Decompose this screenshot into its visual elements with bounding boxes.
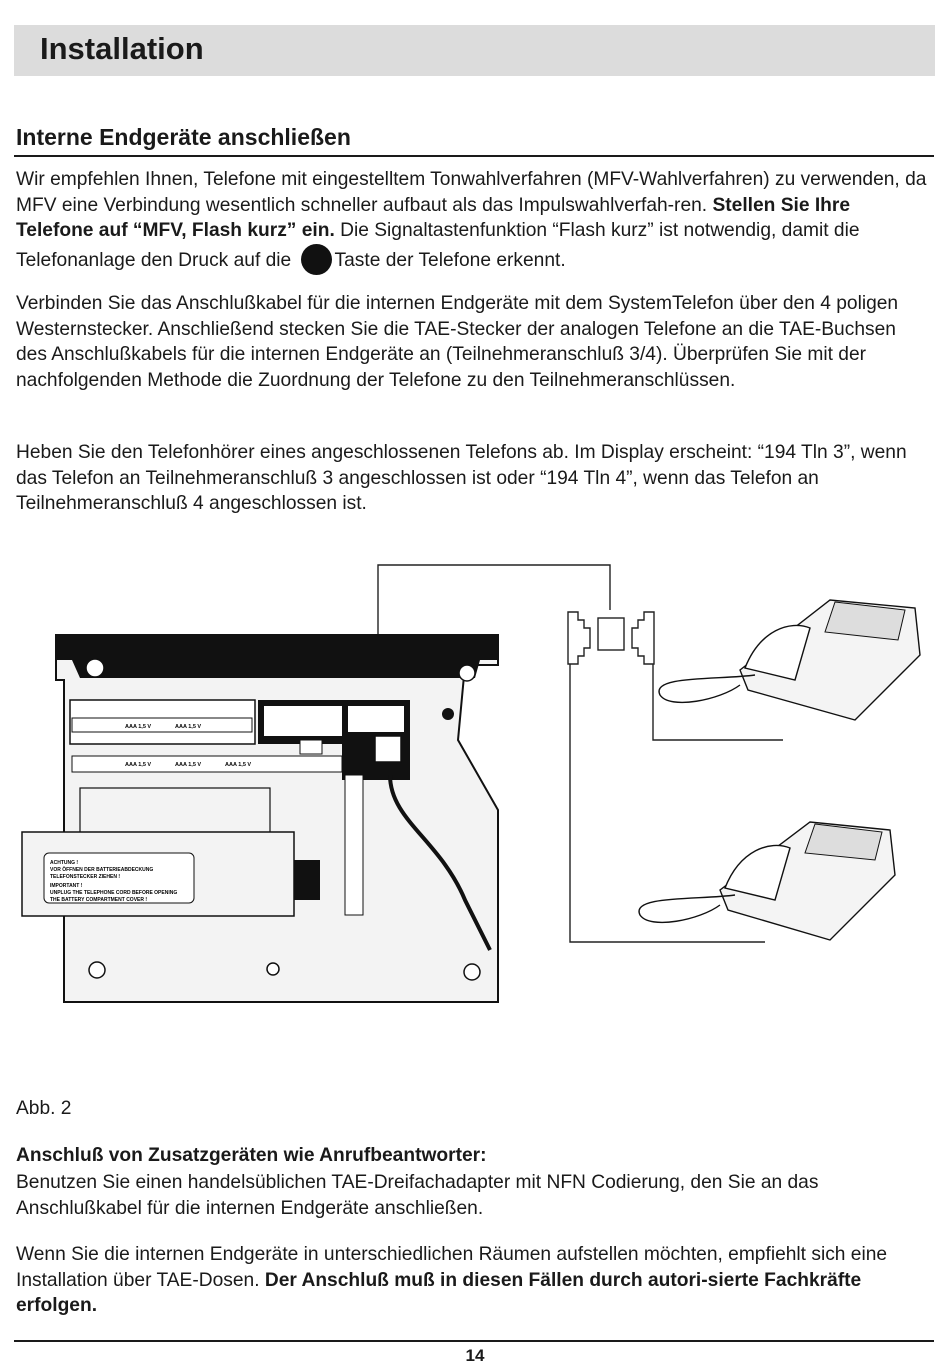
paragraph-installation-text: Wenn Sie die internen Endgeräte in unterschiedlichen Räumen aufstellen möchten, empfiehlt sich eine Installation über TAE-Dosen.	[16, 1244, 888, 1291]
signal-key-icon	[301, 244, 332, 275]
paragraph-installation	[16, 1242, 932, 1319]
subheading-accessories: Anschluß von Zusatzgeräten wie Anrufbeantworter:	[16, 1145, 487, 1166]
header-bar	[14, 25, 935, 76]
base-unit-icon	[56, 635, 498, 1002]
battery-label-3: AAA 1,5 V	[125, 762, 152, 768]
paragraph-mfv-text2: Die Signaltastenfunktion “Flash kurz” ist notwendig, damit die Telefonanlage den Druck auf die	[16, 220, 860, 271]
page-number: 14	[465, 1346, 485, 1365]
section-rule	[14, 155, 934, 157]
paragraph-check: Heben Sie den Telefonhörer eines angeschlossenen Telefons ab. Im Display erscheint: “194 Tln 3”, wenn das Telefon an Teilnehmeranschluß 3 angeschlossen ist oder “194 Tln 4”, wenn das Telefon an Teilnehmeranschluß 4 angeschlossen ist.	[16, 442, 907, 514]
paragraph-mfv-text3: Taste der Telefone erkennt.	[334, 249, 566, 271]
telephone-icon	[639, 822, 895, 940]
warning-line-4: IMPORTANT !	[50, 883, 83, 889]
section-title: Interne Endgeräte anschließen	[16, 124, 351, 150]
connection-diagram-svg	[20, 560, 935, 1015]
tae-adapter-icon	[568, 612, 654, 664]
warning-line-5: UNPLUG THE TELEPHONE CORD BEFORE OPENING	[50, 890, 178, 896]
paragraph-adapter: Benutzen Sie einen handelsüblichen TAE-Dreifachadapter mit NFN Codierung, den Sie an das Anschlußkabel für die internen Endgeräte anschließen.	[16, 1172, 819, 1219]
page-title: Installation	[40, 31, 204, 66]
paragraph-mfv-bold: Stellen Sie Ihre Telefone auf “MFV, Flash kurz” ein.	[16, 194, 851, 241]
paragraph-connect: Verbinden Sie das Anschlußkabel für die internen Endgeräte mit dem SystemTelefon über den 4 poligen Westernstecker. Anschließend stecken Sie die TAE-Stecker der analogen Telefone an die TAE-Buchsen des Anschlußkabels für die internen Endgeräte an (Teilnehmeranschluß 3/4). Überprüfen Sie mit der nachfolgenden Methode die Zuordnung der Telefone zu den Teilnehmeranschlüssen.	[16, 293, 899, 391]
warning-line-2: VOR ÖFFNEN DER BATTERIEABDECKUNG	[50, 867, 154, 873]
figure-caption: Abb. 2	[16, 1098, 72, 1119]
warning-line-1: ACHTUNG !	[50, 860, 79, 866]
telephone-icon	[659, 600, 920, 720]
battery-label-2: AAA 1,5 V	[175, 724, 202, 730]
paragraph-mfv	[16, 167, 932, 275]
battery-label-5: AAA 1,5 V	[225, 762, 252, 768]
paragraph-installation-bold: Der Anschluß muß in diesen Fällen durch autori-sierte Fachkräfte erfolgen.	[16, 1269, 862, 1316]
footer-rule	[14, 1340, 934, 1342]
warning-line-3: TELEFONSTECKER ZIEHEN !	[50, 874, 121, 880]
battery-label-4: AAA 1,5 V	[175, 762, 202, 768]
paragraph-mfv-text1: Wir empfehlen Ihnen, Telefone mit eingestelltem Tonwahlverfahren (MFV-Wahlverfahren) zu verwenden, da MFV eine Verbindung wesentlich schneller aufbaut als das Impulswahlverfah-ren.	[16, 169, 927, 216]
connection-diagram	[20, 560, 935, 1015]
warning-line-6: THE BATTERY COMPARTMENT COVER !	[50, 897, 148, 903]
battery-label-1: AAA 1,5 V	[125, 724, 152, 730]
